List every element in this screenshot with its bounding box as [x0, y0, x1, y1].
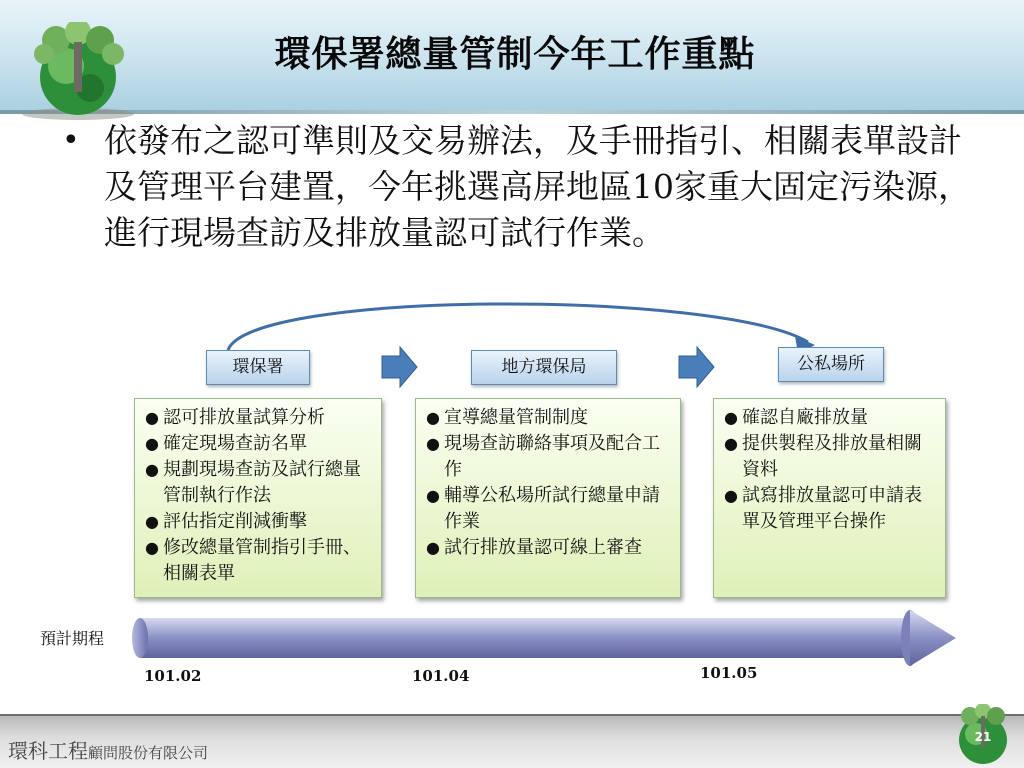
- company-name: [8, 735, 208, 764]
- slide-title: 環保署總量管制今年工作重點: [274, 34, 756, 75]
- right-arrow-icon-1: [382, 347, 417, 387]
- panel-item: ● 現場查訪聯絡事項及配合工作: [426, 431, 674, 483]
- org-local-bureau: 地方環保局: [471, 350, 617, 385]
- timeline-label: 預計期程: [40, 629, 105, 648]
- panel-facilities: [713, 398, 946, 598]
- timeline-date-3: 101.05: [700, 664, 758, 682]
- curved-arrow: [228, 304, 808, 350]
- timeline-start-cap: [132, 618, 148, 658]
- timeline-bar: [140, 618, 910, 658]
- panel-item: ● 評估指定削減衝擊: [145, 509, 375, 535]
- company-main: 環科工程: [8, 739, 88, 763]
- panel-epa: [134, 398, 382, 598]
- page-number: 21: [974, 730, 992, 744]
- panel-local-bureau: [415, 398, 681, 598]
- org-facilities: 公私場所: [778, 347, 884, 382]
- timeline-date-2: 101.04: [412, 667, 470, 685]
- bullet-text: 依發布之認可準則及交易辦法，及手冊指引、相關表單設計及管理平台建置，今年挑選高屏地區10家重大固定污染源，進行現場查訪及排放量認可試行作業。: [104, 121, 971, 252]
- panel-item: ● 確認自廠排放量: [724, 405, 939, 431]
- panel-item: ● 提供製程及排放量相關資料: [724, 431, 939, 483]
- timeline-arrowhead-icon: [910, 610, 956, 666]
- timeline-date-1: 101.02: [144, 667, 202, 685]
- company-sub: 顧問股份有限公司: [88, 744, 209, 762]
- panel-item: ● 修改總量管制指引手冊、相關表單: [145, 535, 375, 587]
- panel-item: ● 試寫排放量認可申請表單及管理平台操作: [724, 483, 939, 535]
- org-epa: 環保署: [206, 350, 310, 385]
- bullet-icon: •: [62, 123, 80, 158]
- panel-item: ● 規劃現場查訪及試行總量管制執行作法: [145, 457, 375, 509]
- panel-item: ● 試行排放量認可線上審查: [426, 535, 674, 561]
- right-arrow-icon-2: [679, 347, 714, 387]
- panel-item: ● 認可排放量試算分析: [145, 405, 375, 431]
- panel-item: ● 宣導總量管制制度: [426, 405, 674, 431]
- panel-item: ● 輔導公私場所試行總量申請作業: [426, 483, 674, 535]
- panel-item: ● 確定現場查訪名單: [145, 431, 375, 457]
